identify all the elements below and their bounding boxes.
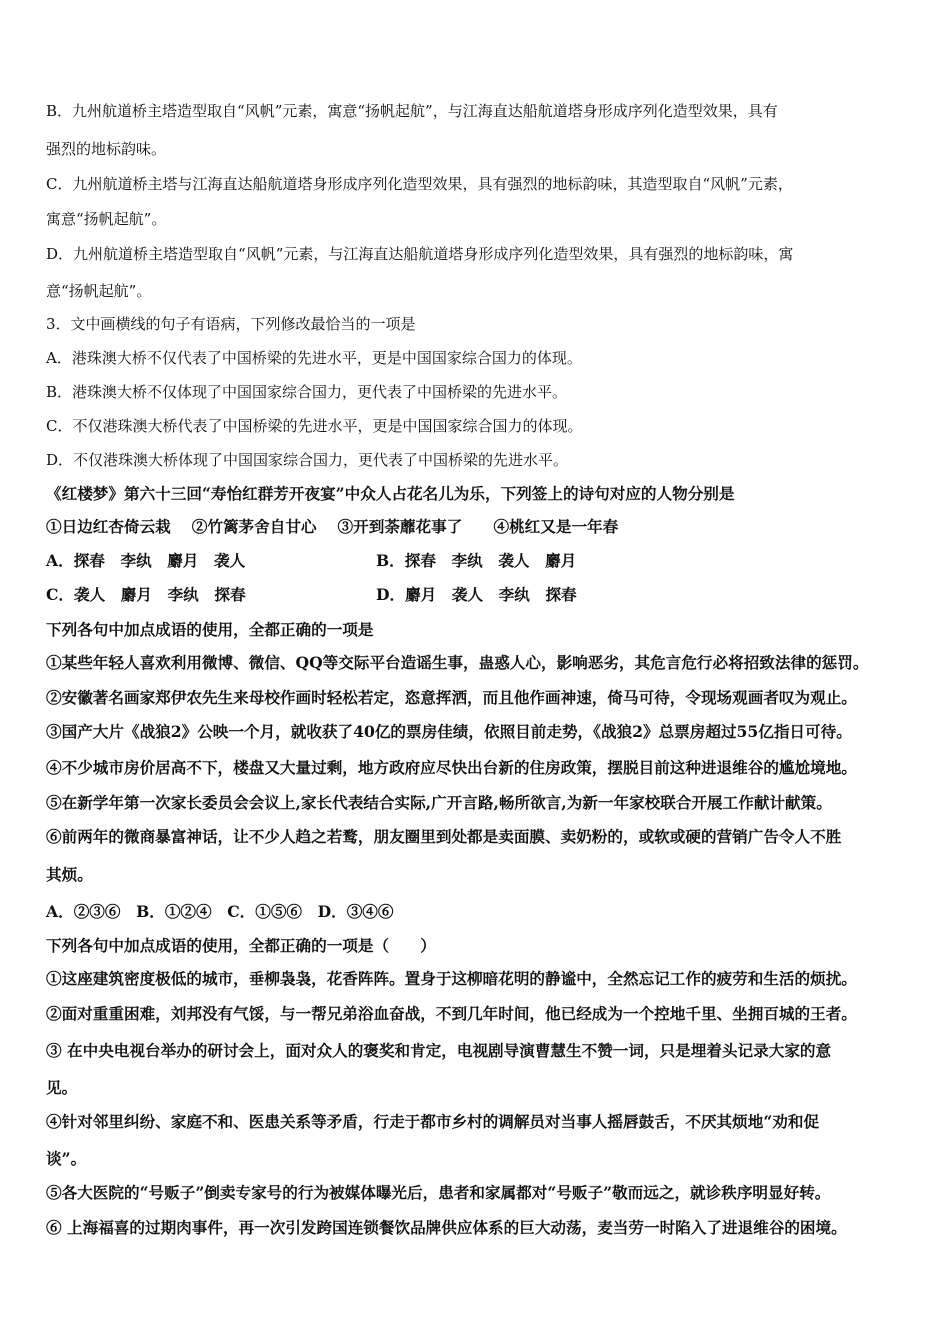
idiom1-sentence-1: ①某些年轻人喜欢利用微博、微信、QQ等交际平台造谣生事，蛊惑人心，影响恶劣，其危言危行必将招致法律的惩罚。 bbox=[46, 653, 869, 672]
idiom1-sentence-4: ④不少城市房价居高不下，楼盘又大量过剩，地方政府应尽快出台新的住房政策，摆脱目前这种进退维谷的尴尬境地。 bbox=[46, 758, 857, 777]
idiom1-sentence-6-line2: 其烦。 bbox=[46, 865, 93, 884]
idiom2-sentence-5: ⑤各大医院的“号贩子”倒卖专家号的行为被媒体曝光后，患者和家属都对“号贩子”敬而远之，就诊秩序明显好转。 bbox=[46, 1183, 831, 1202]
idiom1-sentence-6-line1: ⑥前两年的微商暴富神话，让不少人趋之若鹜，朋友圈里到处都是卖面膜、卖奶粉的，或软或硬的营销广告令人不胜 bbox=[46, 827, 842, 846]
idiom2-sentence-3-line2: 见。 bbox=[46, 1078, 78, 1097]
idiom2-sentence-4-line2: 谈”。 bbox=[46, 1149, 87, 1168]
q2-option-d-line2: 意“扬帆起航”。 bbox=[46, 282, 152, 300]
idiom1-stem: 下列各句中加点成语的使用，全都正确的一项是 bbox=[46, 620, 374, 639]
q2-option-d-line1: D．九州航道桥主塔造型取自“风帆”元素，与江海直达船航道塔身形成序列化造型效果，具有强烈的地标韵味，寓 bbox=[46, 245, 794, 263]
idiom2-sentence-2: ②面对重重困难，刘邦没有气馁，与一帮兄弟浴血奋战，不到几年时间，他已经成为一个控地千里、坐拥百城的王者。 bbox=[46, 1004, 857, 1023]
hlm-option-b: B．探春 李纨 袭人 麝月 bbox=[376, 551, 577, 570]
idiom2-sentence-3-line1: ③ 在中央电视台举办的研讨会上，面对众人的褒奖和肯定，电视剧导演曹慧生不赞一词，只是埋着头记录大家的意 bbox=[46, 1041, 832, 1060]
q3-option-d: D．不仅港珠澳大桥体现了中国国家综合国力，更代表了中国桥梁的先进水平。 bbox=[46, 451, 569, 469]
q3-option-b: B．港珠澳大桥不仅体现了中国国家综合国力，更代表了中国桥梁的先进水平。 bbox=[46, 383, 568, 401]
q2-option-c-line1: C．九州航道桥主塔与江海直达船航道塔身形成序列化造型效果，具有强烈的地标韵味，其造型取自“风帆”元素， bbox=[46, 175, 793, 193]
idiom1-sentence-2: ②安徽著名画家郑伊农先生来母校作画时轻松若定，恣意挥洒，而且他作画神速，倚马可待，令现场观画者叹为观止。 bbox=[46, 688, 857, 707]
hlm-option-c: C．袭人 麝月 李纨 探春 bbox=[46, 585, 246, 604]
hlm-option-a: A．探春 李纨 麝月 袭人 bbox=[46, 551, 246, 570]
q2-option-c-line2: 寓意“扬帆起航”。 bbox=[46, 210, 167, 228]
hlm-option-d: D．麝月 袭人 李纨 探春 bbox=[376, 585, 577, 604]
idiom2-sentence-6: ⑥ 上海福喜的过期肉事件，再一次引发跨国连锁餐饮品牌供应体系的巨大动荡，麦当劳一时陷入了进退维谷的困境。 bbox=[46, 1218, 847, 1237]
hlm-options-row2 bbox=[46, 585, 577, 605]
hlm-options-row1 bbox=[46, 551, 577, 571]
idiom1-options: A．②③⑥ B．①②④ C．①⑤⑥ D．③④⑥ bbox=[46, 902, 394, 921]
idiom1-sentence-5: ⑤在新学年第一次家长委员会会议上,家长代表结合实际,广开言路,畅所欲言,为新一年家校联合开展工作献计献策。 bbox=[46, 793, 832, 812]
q3-stem: 3．文中画横线的句子有语病，下列修改最恰当的一项是 bbox=[46, 315, 416, 333]
q2-option-b-line1: B．九州航道桥主塔造型取自“风帆”元素，寓意“扬帆起航”，与江海直达船航道塔身形成序列化造型效果，具有 bbox=[46, 102, 778, 120]
idiom2-sentence-1: ①这座建筑密度极低的城市，垂柳袅袅，花香阵阵。置身于这柳暗花明的静谧中，全然忘记工作的疲劳和生活的烦扰。 bbox=[46, 969, 857, 988]
idiom2-stem: 下列各句中加点成语的使用，全都正确的一项是（ ） bbox=[46, 936, 436, 955]
hlm-poems: ①日边红杏倚云栽 ②竹篱茅舍自甘心 ③开到荼蘼花事了 ④桃红又是一年春 bbox=[46, 517, 619, 536]
idiom2-sentence-4-line1: ④针对邻里纠纷、家庭不和、医患关系等矛盾，行走于都市乡村的调解员对当事人摇唇鼓舌，不厌其烦地“劝和促 bbox=[46, 1112, 820, 1131]
q3-option-a: A．港珠澳大桥不仅代表了中国桥梁的先进水平，更是中国国家综合国力的体现。 bbox=[46, 349, 582, 367]
hlm-stem: 《红楼梦》第六十三回“寿怡红群芳开夜宴”中众人占花名儿为乐，下列签上的诗句对应的人物分别是 bbox=[46, 484, 735, 503]
q2-option-b-line2: 强烈的地标韵味。 bbox=[46, 140, 167, 158]
idiom1-sentence-3: ③国产大片《战狼2》公映一个月，就收获了40亿的票房佳绩，依照目前走势，《战狼2》总票房超过55亿指日可待。 bbox=[46, 722, 852, 741]
q3-option-c: C．不仅港珠澳大桥代表了中国桥梁的先进水平，更是中国国家综合国力的体现。 bbox=[46, 417, 583, 435]
